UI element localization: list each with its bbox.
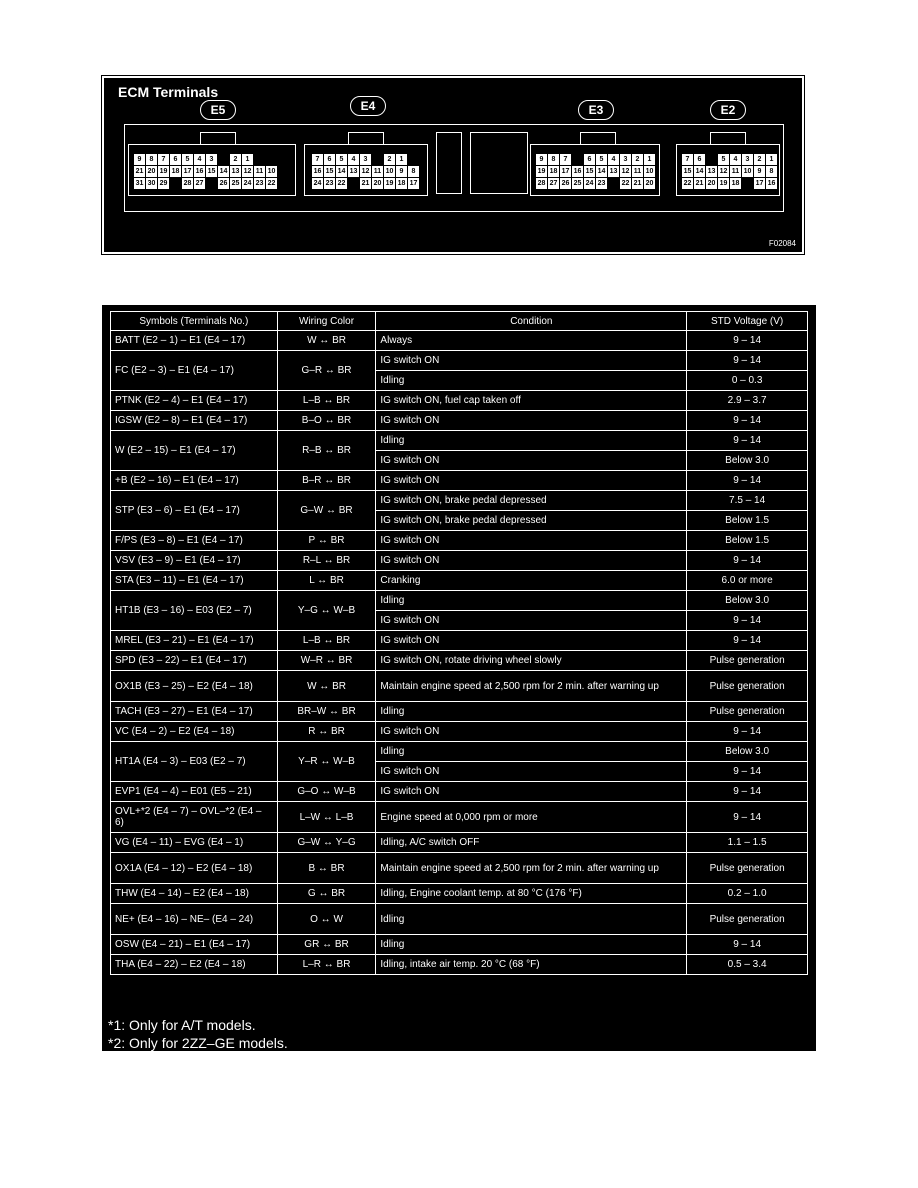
terminal-pin: 10 — [645, 168, 654, 175]
terminal-pin: 4 — [348, 154, 359, 165]
terminal-pin: 6 — [324, 154, 335, 165]
symbol-cell: VC (E4 – 2) – E2 (E4 – 18) — [111, 722, 278, 742]
std-voltage-cell: 9 – 14 — [687, 782, 808, 802]
std-voltage-cell: Below 1.5 — [687, 531, 808, 551]
condition-cell: Idling — [376, 742, 687, 762]
condition-cell: Maintain engine speed at 2,500 rpm for 2 min. after warning up — [376, 671, 687, 702]
pin-row — [312, 166, 420, 177]
wiring-color-cell: B–O ↔ BR — [277, 411, 376, 431]
wiring-color-cell: G ↔ BR — [277, 884, 376, 904]
terminal-pin: 14 — [337, 168, 346, 175]
symbol-cell: TACH (E3 – 27) – E1 (E4 – 17) — [111, 702, 278, 722]
table-row — [111, 591, 808, 611]
condition-cell: Idling — [376, 431, 687, 451]
terminal-pin: 14 — [695, 168, 704, 175]
terminal-pin: 6 — [584, 154, 595, 165]
std-voltage-cell: 0.5 – 3.4 — [687, 955, 808, 975]
wiring-color-cell: Y–G ↔ W–B — [277, 591, 376, 631]
std-voltage-cell: Below 1.5 — [687, 511, 808, 531]
std-voltage-cell: Pulse generation — [687, 904, 808, 935]
terminal-pin: 21 — [695, 180, 704, 187]
terminal-pin: 2 — [754, 154, 765, 165]
terminal-pin: 8 — [408, 166, 419, 177]
terminal-pin: 2 — [384, 154, 395, 165]
pin-row — [134, 154, 254, 165]
condition-cell: IG switch ON, brake pedal depressed — [376, 511, 687, 531]
terminal-pin: 24 — [243, 180, 252, 187]
std-voltage-cell: Pulse generation — [687, 651, 808, 671]
terminal-pin: 29 — [159, 180, 168, 187]
terminal-pin: 18 — [549, 168, 558, 175]
condition-cell: Idling, A/C switch OFF — [376, 833, 687, 853]
std-voltage-cell: 0 – 0.3 — [687, 371, 808, 391]
terminal-pin: 27 — [549, 180, 558, 187]
symbol-cell: HT1A (E4 – 3) – E03 (E2 – 7) — [111, 742, 278, 782]
terminal-pin: 6 — [694, 154, 705, 165]
table-row — [111, 651, 808, 671]
wiring-color-cell: R–L ↔ BR — [277, 551, 376, 571]
table-row — [111, 551, 808, 571]
terminal-pin: 20 — [373, 180, 382, 187]
table-row — [111, 955, 808, 975]
wiring-color-cell: W–R ↔ BR — [277, 651, 376, 671]
wiring-color-cell: BR–W ↔ BR — [277, 702, 376, 722]
terminal-pin: 15 — [325, 168, 334, 175]
terminal-pin — [348, 178, 359, 189]
terminal-pin: 25 — [231, 180, 240, 187]
wiring-color-cell: L–R ↔ BR — [277, 955, 376, 975]
terminal-pin: 25 — [573, 180, 582, 187]
wiring-color-cell: W ↔ BR — [277, 671, 376, 702]
terminal-pin: 16 — [195, 168, 204, 175]
symbol-cell: W (E2 – 15) – E1 (E4 – 17) — [111, 431, 278, 471]
wiring-color-cell: P ↔ BR — [277, 531, 376, 551]
condition-cell: IG switch ON — [376, 551, 687, 571]
terminal-pin: 13 — [609, 168, 618, 175]
terminal-pin: 5 — [718, 154, 729, 165]
terminal-pin — [572, 154, 583, 165]
pin-row — [536, 178, 656, 189]
terminal-pin: 5 — [596, 154, 607, 165]
wiring-color-cell: B ↔ BR — [277, 853, 376, 884]
terminal-table-panel — [102, 305, 816, 1051]
diagram-title: ECM Terminals — [118, 84, 219, 100]
condition-cell: IG switch ON, rotate driving wheel slowly — [376, 651, 687, 671]
terminal-pin: 10 — [267, 168, 276, 175]
pin-row — [312, 178, 420, 189]
pin-row — [312, 154, 408, 165]
symbol-cell: BATT (E2 – 1) – E1 (E4 – 17) — [111, 331, 278, 351]
condition-cell: IG switch ON — [376, 471, 687, 491]
header-condition: Condition — [376, 312, 687, 331]
table-row — [111, 671, 808, 702]
terminal-pin: 26 — [561, 180, 570, 187]
terminal-pin: 13 — [231, 168, 240, 175]
symbol-cell: PTNK (E2 – 4) – E1 (E4 – 17) — [111, 391, 278, 411]
condition-cell: IG switch ON — [376, 451, 687, 471]
table-row — [111, 833, 808, 853]
terminal-pin: 20 — [707, 180, 716, 187]
std-voltage-cell: 9 – 14 — [687, 431, 808, 451]
std-voltage-cell: 7.5 – 14 — [687, 491, 808, 511]
terminal-pin: 18 — [397, 180, 406, 187]
terminal-pin: 18 — [171, 168, 180, 175]
figure-ref: F02084 — [768, 239, 796, 248]
table-row — [111, 391, 808, 411]
condition-cell: IG switch ON — [376, 782, 687, 802]
terminal-pin: 7 — [560, 154, 571, 165]
symbol-cell: THW (E4 – 14) – E2 (E4 – 18) — [111, 884, 278, 904]
std-voltage-cell: 9 – 14 — [687, 351, 808, 371]
pin-row — [536, 154, 656, 165]
header-symbols: Symbols (Terminals No.) — [111, 312, 278, 331]
terminal-pin: 23 — [597, 180, 606, 187]
terminal-pin: 4 — [608, 154, 619, 165]
wiring-color-cell: O ↔ W — [277, 904, 376, 935]
condition-cell: Maintain engine speed at 2,500 rpm for 2 min. after warning up — [376, 853, 687, 884]
std-voltage-cell: 9 – 14 — [687, 802, 808, 833]
terminal-pin: 28 — [537, 180, 546, 187]
wiring-color-cell: L–B ↔ BR — [277, 391, 376, 411]
header-std-voltage: STD Voltage (V) — [687, 312, 808, 331]
terminal-pin: 17 — [755, 180, 764, 187]
terminal-pin: 4 — [730, 154, 741, 165]
terminal-pin: 13 — [707, 168, 716, 175]
latch — [348, 132, 384, 144]
terminal-pin: 24 — [313, 180, 322, 187]
terminal-pin: 14 — [597, 168, 606, 175]
terminal-pin: 14 — [219, 168, 228, 175]
wiring-color-cell: B–R ↔ BR — [277, 471, 376, 491]
terminal-pin: 19 — [537, 168, 546, 175]
wiring-color-cell: G–W ↔ BR — [277, 491, 376, 531]
terminal-pin: 28 — [183, 180, 192, 187]
std-voltage-cell: 9 – 14 — [687, 722, 808, 742]
symbol-cell: F/PS (E3 – 8) – E1 (E4 – 17) — [111, 531, 278, 551]
terminal-pin: 8 — [548, 154, 559, 165]
table-row — [111, 411, 808, 431]
terminal-pin: 5 — [182, 154, 193, 165]
condition-cell: Idling, Engine coolant temp. at 80 °C (176 °F) — [376, 884, 687, 904]
terminal-pin: 16 — [767, 180, 776, 187]
terminal-pin: 13 — [349, 168, 358, 175]
table-row — [111, 802, 808, 833]
terminal-pin: 1 — [644, 154, 655, 165]
symbol-cell: NE+ (E4 – 16) – NE– (E4 – 24) — [111, 904, 278, 935]
condition-cell: Always — [376, 331, 687, 351]
terminal-pin: 19 — [159, 168, 168, 175]
std-voltage-cell: 9 – 14 — [687, 471, 808, 491]
latch — [710, 132, 746, 144]
terminal-pin: 9 — [754, 166, 765, 177]
std-voltage-cell: 6.0 or more — [687, 571, 808, 591]
condition-cell: IG switch ON — [376, 531, 687, 551]
blank-block — [436, 132, 462, 194]
wiring-color-cell: G–W ↔ Y–G — [277, 833, 376, 853]
terminal-pin: 17 — [409, 180, 418, 187]
condition-cell: IG switch ON — [376, 611, 687, 631]
condition-cell: Idling, intake air temp. 20 °C (68 °F) — [376, 955, 687, 975]
condition-cell: Idling — [376, 904, 687, 935]
terminal-pin: 17 — [183, 168, 192, 175]
connector-e2-label: E2 — [710, 100, 746, 120]
terminal-pin: 12 — [719, 168, 728, 175]
symbol-cell: EVP1 (E4 – 4) – E01 (E5 – 21) — [111, 782, 278, 802]
terminal-pin: 12 — [243, 168, 252, 175]
terminal-pin: 1 — [242, 154, 253, 165]
symbol-cell: THA (E4 – 22) – E2 (E4 – 18) — [111, 955, 278, 975]
pin-row — [536, 166, 656, 177]
std-voltage-cell: 2.9 – 3.7 — [687, 391, 808, 411]
terminal-pin: 8 — [766, 166, 777, 177]
terminal-pin: 15 — [585, 168, 594, 175]
table-header-row — [111, 312, 808, 331]
wiring-color-cell: W ↔ BR — [277, 331, 376, 351]
pin-row — [682, 154, 778, 165]
terminal-pin: 21 — [361, 180, 370, 187]
table-row — [111, 935, 808, 955]
terminal-pin: 9 — [134, 154, 145, 165]
condition-cell: Cranking — [376, 571, 687, 591]
pin-row — [682, 178, 778, 189]
table-row — [111, 331, 808, 351]
header-wiring-color: Wiring Color — [277, 312, 376, 331]
symbol-cell: OSW (E4 – 21) – E1 (E4 – 17) — [111, 935, 278, 955]
terminal-pin: 12 — [621, 168, 630, 175]
terminal-pin: 30 — [147, 180, 156, 187]
wiring-color-cell: R ↔ BR — [277, 722, 376, 742]
footnote-2: *2: Only for 2ZZ–GE models. — [108, 1035, 288, 1051]
table-row — [111, 853, 808, 884]
symbol-cell: VG (E4 – 11) – EVG (E4 – 1) — [111, 833, 278, 853]
terminal-pin: 11 — [731, 168, 740, 175]
std-voltage-cell: Below 3.0 — [687, 451, 808, 471]
terminal-pin: 31 — [135, 180, 144, 187]
symbol-cell: SPD (E3 – 22) – E1 (E4 – 17) — [111, 651, 278, 671]
std-voltage-cell: 9 – 14 — [687, 411, 808, 431]
terminal-pin: 22 — [621, 180, 630, 187]
symbol-cell: OVL+*2 (E4 – 7) – OVL–*2 (E4 – 6) — [111, 802, 278, 833]
symbol-cell: FC (E2 – 3) – E1 (E4 – 17) — [111, 351, 278, 391]
std-voltage-cell: 9 – 14 — [687, 331, 808, 351]
terminal-pin: 10 — [743, 168, 752, 175]
wiring-color-cell: L–B ↔ BR — [277, 631, 376, 651]
condition-cell: IG switch ON — [376, 411, 687, 431]
terminal-pin: 20 — [645, 180, 654, 187]
std-voltage-cell: 1.1 – 1.5 — [687, 833, 808, 853]
std-voltage-cell: Pulse generation — [687, 853, 808, 884]
std-voltage-cell: 9 – 14 — [687, 935, 808, 955]
terminal-pin: 12 — [361, 168, 370, 175]
terminal-pin: 2 — [632, 154, 643, 165]
std-voltage-cell: 9 – 14 — [687, 611, 808, 631]
std-voltage-cell: 9 – 14 — [687, 631, 808, 651]
symbol-cell: HT1B (E3 – 16) – E03 (E2 – 7) — [111, 591, 278, 631]
condition-cell: IG switch ON — [376, 631, 687, 651]
terminal-pin: 3 — [206, 154, 217, 165]
terminal-pin — [706, 154, 717, 165]
terminal-pin: 16 — [313, 168, 322, 175]
condition-cell: Idling — [376, 591, 687, 611]
condition-cell: Engine speed at 0,000 rpm or more — [376, 802, 687, 833]
terminal-pin: 8 — [146, 154, 157, 165]
wiring-color-cell: L–W ↔ L–B — [277, 802, 376, 833]
condition-cell: Idling — [376, 702, 687, 722]
condition-cell: IG switch ON — [376, 762, 687, 782]
terminal-pin: 21 — [633, 180, 642, 187]
terminal-pin: 17 — [561, 168, 570, 175]
terminal-pin: 22 — [683, 180, 692, 187]
terminal-pin: 10 — [385, 168, 394, 175]
condition-cell: Idling — [376, 371, 687, 391]
table-row — [111, 782, 808, 802]
terminal-pin: 19 — [385, 180, 394, 187]
condition-cell: IG switch ON — [376, 722, 687, 742]
terminal-pin: 1 — [766, 154, 777, 165]
terminal-pin: 26 — [219, 180, 228, 187]
condition-cell: IG switch ON, brake pedal depressed — [376, 491, 687, 511]
terminal-pin — [742, 178, 753, 189]
terminal-pin: 2 — [230, 154, 241, 165]
terminal-pin: 4 — [194, 154, 205, 165]
terminal-pin: 22 — [337, 180, 346, 187]
table-row — [111, 531, 808, 551]
terminal-pin: 21 — [135, 168, 144, 175]
terminal-pin: 7 — [682, 154, 693, 165]
pin-row — [134, 178, 278, 189]
table-row — [111, 471, 808, 491]
latch — [200, 132, 236, 144]
terminal-pin: 22 — [267, 180, 276, 187]
condition-cell: Idling — [376, 935, 687, 955]
terminal-pin: 27 — [195, 180, 204, 187]
std-voltage-cell: 9 – 14 — [687, 551, 808, 571]
table-row — [111, 702, 808, 722]
table-row — [111, 571, 808, 591]
table-row — [111, 904, 808, 935]
terminal-table — [110, 311, 808, 975]
footnote-1: *1: Only for A/T models. — [108, 1017, 256, 1033]
wiring-color-cell: GR ↔ BR — [277, 935, 376, 955]
std-voltage-cell: 9 – 14 — [687, 762, 808, 782]
terminal-pin: 11 — [255, 168, 264, 175]
std-voltage-cell: Pulse generation — [687, 671, 808, 702]
terminal-pin: 20 — [147, 168, 156, 175]
terminal-pin: 3 — [360, 154, 371, 165]
blank-block — [470, 132, 528, 194]
std-voltage-cell: Pulse generation — [687, 702, 808, 722]
symbol-cell: IGSW (E2 – 8) – E1 (E4 – 17) — [111, 411, 278, 431]
terminal-pin: 7 — [312, 154, 323, 165]
terminal-pin — [372, 154, 383, 165]
table-row — [111, 722, 808, 742]
symbol-cell: +B (E2 – 16) – E1 (E4 – 17) — [111, 471, 278, 491]
wiring-color-cell: G–R ↔ BR — [277, 351, 376, 391]
terminal-pin: 15 — [683, 168, 692, 175]
symbol-cell: STA (E3 – 11) – E1 (E4 – 17) — [111, 571, 278, 591]
terminal-pin: 1 — [396, 154, 407, 165]
terminal-pin: 24 — [585, 180, 594, 187]
wiring-color-cell: L ↔ BR — [277, 571, 376, 591]
condition-cell: IG switch ON, fuel cap taken off — [376, 391, 687, 411]
terminal-pin: 6 — [170, 154, 181, 165]
table-row — [111, 631, 808, 651]
wiring-color-cell: G–O ↔ W–B — [277, 782, 376, 802]
std-voltage-cell: Below 3.0 — [687, 742, 808, 762]
terminal-pin — [218, 154, 229, 165]
terminal-pin — [206, 178, 217, 189]
symbol-cell: OX1B (E3 – 25) – E2 (E4 – 18) — [111, 671, 278, 702]
latch — [580, 132, 616, 144]
terminal-pin: 15 — [207, 168, 216, 175]
wiring-color-cell: Y–R ↔ W–B — [277, 742, 376, 782]
wiring-color-cell: R–B ↔ BR — [277, 431, 376, 471]
table-row — [111, 884, 808, 904]
symbol-cell: STP (E3 – 6) – E1 (E4 – 17) — [111, 491, 278, 531]
terminal-pin: 23 — [325, 180, 334, 187]
terminal-pin — [608, 178, 619, 189]
connector-e3-label: E3 — [578, 100, 614, 120]
ecm-terminals-diagram — [102, 76, 804, 254]
pin-row — [134, 166, 278, 177]
terminal-pin: 7 — [158, 154, 169, 165]
symbol-cell: VSV (E3 – 9) – E1 (E4 – 17) — [111, 551, 278, 571]
connector-e5-label: E5 — [200, 100, 236, 120]
table-row — [111, 351, 808, 371]
pin-row — [682, 166, 778, 177]
terminal-pin: 3 — [620, 154, 631, 165]
connector-e4-label: E4 — [350, 96, 386, 116]
terminal-pin: 16 — [573, 168, 582, 175]
terminal-pin: 3 — [742, 154, 753, 165]
table-row — [111, 491, 808, 511]
condition-cell: IG switch ON — [376, 351, 687, 371]
table-row — [111, 431, 808, 451]
terminal-pin: 18 — [731, 180, 740, 187]
terminal-pin: 9 — [396, 166, 407, 177]
terminal-pin: 9 — [536, 154, 547, 165]
symbol-cell: MREL (E3 – 21) – E1 (E4 – 17) — [111, 631, 278, 651]
terminal-pin: 23 — [255, 180, 264, 187]
std-voltage-cell: 0.2 – 1.0 — [687, 884, 808, 904]
terminal-pin: 19 — [719, 180, 728, 187]
terminal-pin: 5 — [336, 154, 347, 165]
std-voltage-cell: Below 3.0 — [687, 591, 808, 611]
symbol-cell: OX1A (E4 – 12) – E2 (E4 – 18) — [111, 853, 278, 884]
table-row — [111, 742, 808, 762]
terminal-pin — [170, 178, 181, 189]
terminal-pin: 11 — [633, 168, 642, 175]
terminal-pin: 11 — [373, 168, 382, 175]
